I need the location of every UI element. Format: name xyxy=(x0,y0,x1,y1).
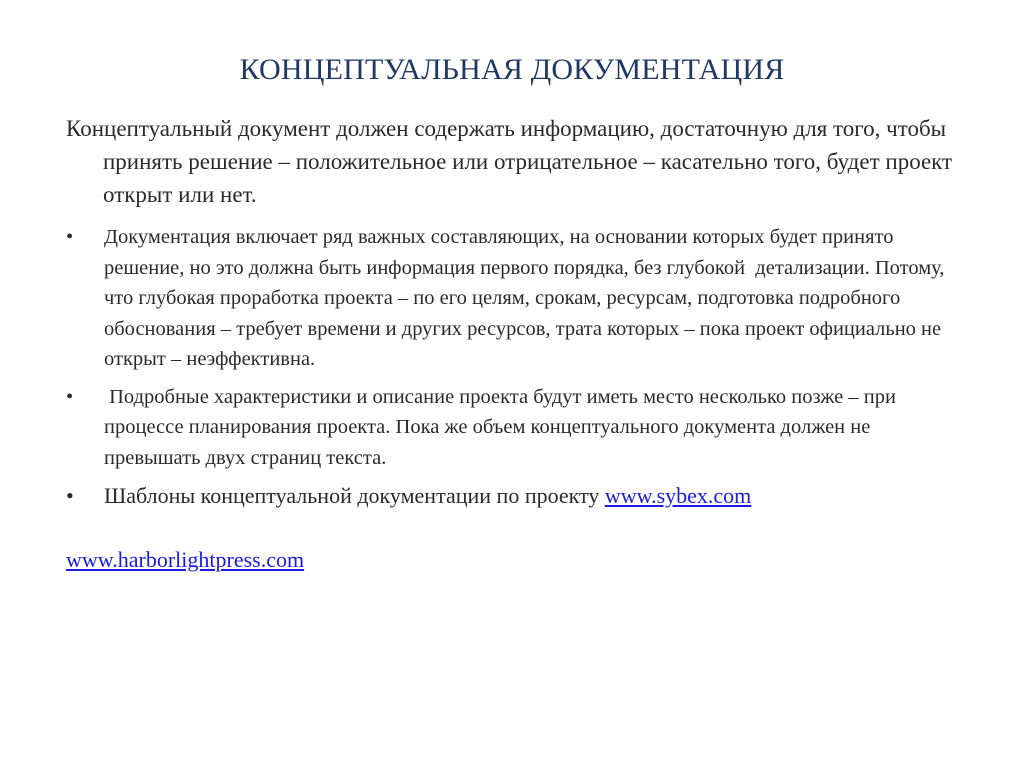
bullet-text: Шаблоны концептуальной документации по проекту xyxy=(104,483,605,508)
bullet-item-templates xyxy=(66,480,971,511)
footer-link-container xyxy=(66,544,304,575)
bullet-text: Документация включает ряд важных составляющих, на основании которых будет принято решение, но это должна быть информация первого порядка, без глубокой детализации. Потому, что глубокая проработка проекта – по его целям, срокам, ресурсам, подготовка подробного обоснования – требует времени и других ресурсов, трата которых – пока проект официально не открыт – неэффективна. xyxy=(104,226,950,370)
harborlightpress-link[interactable]: www.harborlightpress.com xyxy=(66,547,305,572)
bullet-marker: • xyxy=(66,385,74,408)
bullet-item-documentation xyxy=(66,222,971,375)
intro-paragraph xyxy=(66,112,971,211)
intro-text: Концептуальный документ должен содержать информацию, достаточную для того, чтобы принять решение – положительное или отрицательное – касательно того, будет проект открыт или нет. xyxy=(66,116,953,207)
bullet-list xyxy=(66,222,971,518)
bullet-marker: • xyxy=(66,226,74,248)
slide-title: КОНЦЕПТУАЛЬНАЯ ДОКУМЕНТАЦИЯ xyxy=(239,53,785,86)
bullet-item-details xyxy=(66,382,971,474)
sybex-link[interactable]: www.sybex.com xyxy=(604,483,752,508)
bullet-text: Подробные характеристики и описание проекта будут иметь место несколько позже – при процессе планирования проекта. Пока же объем концептуального документа должен не превышать двух страниц текста. xyxy=(104,385,902,469)
bullet-marker: • xyxy=(66,483,74,508)
